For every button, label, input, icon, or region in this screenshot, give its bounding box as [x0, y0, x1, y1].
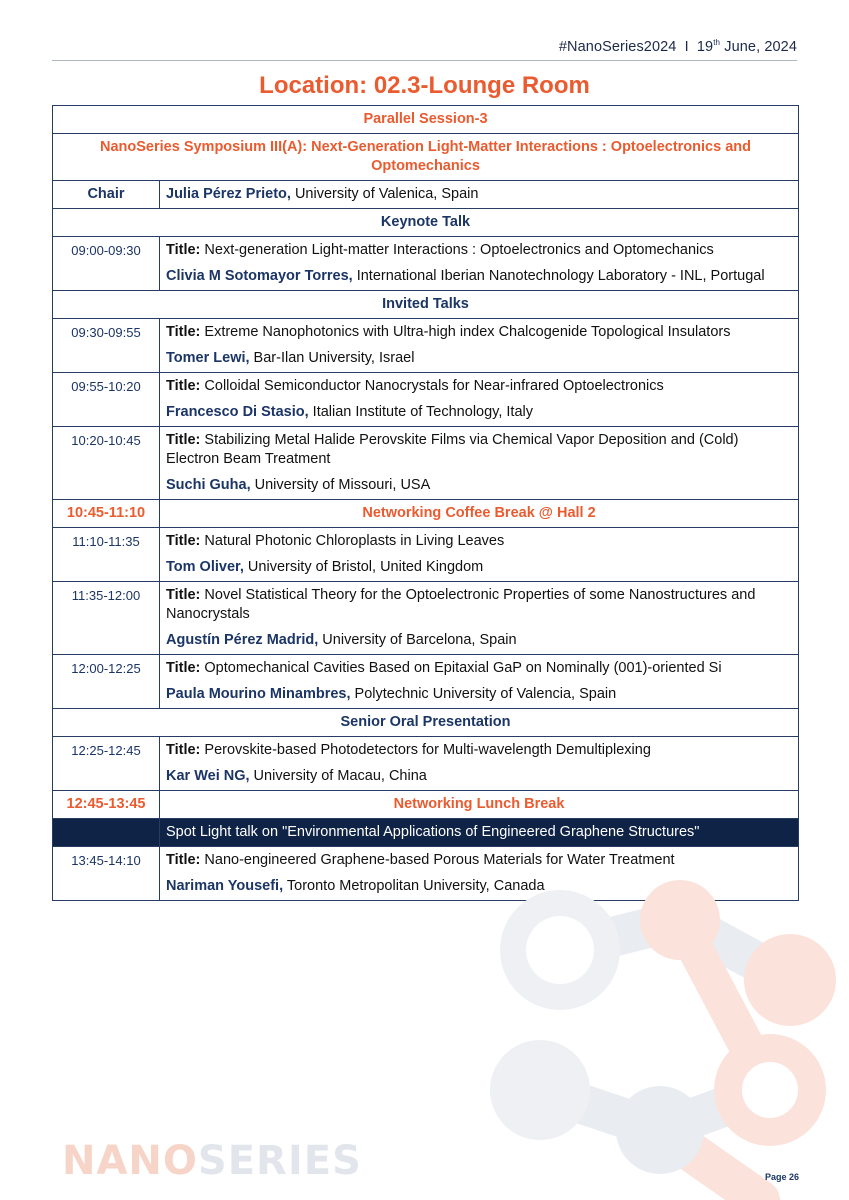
talk-time: 09:00-09:30: [53, 237, 160, 291]
talk-time: 13:45-14:10: [53, 847, 160, 901]
talk-time: 10:20-10:45: [53, 427, 160, 500]
spotlight-title: Spot Light talk on "Environmental Applications of Engineered Graphene Structures": [160, 819, 799, 847]
molecule-watermark-icon: [430, 860, 849, 1200]
logo-s-text: S: [197, 1138, 228, 1184]
break-label: Networking Coffee Break @ Hall 2: [160, 500, 799, 528]
speaker-affiliation: Polytechnic University of Valencia, Spain: [350, 686, 617, 702]
talk-time: 12:00-12:25: [53, 655, 160, 709]
speaker-affiliation: Toronto Metropolitan University, Canada: [283, 878, 545, 894]
session-name-row: [53, 106, 799, 134]
talk-title: Stabilizing Metal Halide Perovskite Films via Chemical Vapor Deposition and (Cold) Electron Beam Treatment: [166, 432, 739, 467]
chair-cell: [160, 181, 799, 209]
speaker-name: Clivia M Sotomayor Torres,: [166, 268, 353, 284]
talk-details: [160, 737, 799, 791]
title-prefix: Title:: [166, 432, 201, 448]
section-keynote: Keynote Talk: [53, 209, 799, 237]
speaker-affiliation: University of Bristol, United Kingdom: [243, 559, 484, 575]
talk-details: [160, 319, 799, 373]
chair-label: Chair: [53, 181, 160, 209]
speaker-name: Kar Wei NG,: [166, 768, 250, 784]
break-label: Networking Lunch Break: [160, 791, 799, 819]
talk-row: [53, 373, 799, 427]
talk-details: [160, 655, 799, 709]
title-prefix: Title:: [166, 533, 201, 549]
title-prefix: Title:: [166, 324, 201, 340]
talk-row: [53, 427, 799, 500]
speaker-name: Nariman Yousefi,: [166, 878, 284, 894]
speaker-affiliation: University of Macau, China: [249, 768, 427, 784]
event-date-day: 19: [696, 39, 714, 55]
header-separator: I: [684, 39, 689, 55]
event-date: [697, 39, 797, 55]
speaker-affiliation: University of Missouri, USA: [250, 477, 431, 493]
speaker-affiliation: University of Barcelona, Spain: [318, 632, 517, 648]
section-row-senior-oral: [53, 709, 799, 737]
speaker-name: Agustín Pérez Madrid,: [166, 632, 319, 648]
nanoseries-logo: [62, 1138, 362, 1184]
break-time: 10:45-11:10: [53, 500, 160, 528]
talk-title: Novel Statistical Theory for the Optoelectronic Properties of some Nanostructures and Nanocrystals: [166, 587, 756, 622]
chair-row: [53, 181, 799, 209]
talk-row: [53, 582, 799, 655]
section-senior-oral: Senior Oral Presentation: [53, 709, 799, 737]
talk-time: 11:10-11:35: [53, 528, 160, 582]
title-prefix: Title:: [166, 742, 201, 758]
speaker-name: Francesco Di Stasio,: [166, 404, 309, 420]
schedule-table: [52, 105, 799, 901]
page-header: [559, 38, 797, 55]
title-prefix: Title:: [166, 378, 201, 394]
symposium-title: NanoSeries Symposium III(A): Next-Generation Light-Matter Interactions : Optoelectronics and Optomechanics: [53, 134, 799, 181]
spotlight-time-cell: [53, 819, 160, 847]
break-time: 12:45-13:45: [53, 791, 160, 819]
talk-details: [160, 582, 799, 655]
talk-title: Next-generation Light-matter Interactions : Optoelectronics and Optomechanics: [200, 242, 714, 258]
talk-details: [160, 373, 799, 427]
header-divider: [52, 60, 797, 61]
event-hashtag: #NanoSeries2024: [558, 39, 677, 55]
section-invited: Invited Talks: [53, 291, 799, 319]
section-row-invited: [53, 291, 799, 319]
symposium-row: [53, 134, 799, 181]
talk-details: [160, 528, 799, 582]
title-prefix: Title:: [166, 660, 201, 676]
break-row: [53, 791, 799, 819]
talk-details: [160, 427, 799, 500]
talk-time: 09:30-09:55: [53, 319, 160, 373]
talk-time: 11:35-12:00: [53, 582, 160, 655]
talk-row: [53, 655, 799, 709]
speaker-name: Tomer Lewi,: [166, 350, 250, 366]
talk-row: [53, 528, 799, 582]
talk-time: 09:55-10:20: [53, 373, 160, 427]
section-row-keynote: [53, 209, 799, 237]
speaker-name: Tom Oliver,: [166, 559, 244, 575]
title-prefix: Title:: [166, 852, 201, 868]
location-title: Location: 02.3-Lounge Room: [259, 72, 590, 99]
talk-title: Extreme Nanophotonics with Ultra-high index Chalcogenide Topological Insulators: [200, 324, 731, 340]
speaker-name: Paula Mourino Minambres,: [166, 686, 351, 702]
logo-nano-text: NANO: [62, 1138, 198, 1184]
talk-time: 12:25-12:45: [53, 737, 160, 791]
chair-name: Julia Pérez Prieto,: [166, 186, 291, 202]
talk-row: [53, 737, 799, 791]
logo-eries-text: ERIES: [227, 1138, 362, 1184]
chair-affiliation: University of Valenica, Spain: [290, 186, 479, 202]
talk-title: Natural Photonic Chloroplasts in Living Leaves: [200, 533, 505, 549]
talk-title: Perovskite-based Photodetectors for Multi-wavelength Demultiplexing: [200, 742, 651, 758]
speaker-affiliation: International Iberian Nanotechnology Laboratory - INL, Portugal: [352, 268, 765, 284]
speaker-name: Suchi Guha,: [166, 477, 251, 493]
page-number: Page 26: [764, 1172, 799, 1182]
talk-title: Nano-engineered Graphene-based Porous Materials for Water Treatment: [200, 852, 675, 868]
talk-title: Optomechanical Cavities Based on Epitaxial GaP on Nominally (001)-oriented Si: [200, 660, 722, 676]
speaker-affiliation: Italian Institute of Technology, Italy: [308, 404, 533, 420]
event-date-rest: June, 2024: [720, 39, 797, 55]
talk-row: [53, 237, 799, 291]
talk-details: [160, 237, 799, 291]
event-date-suffix: th: [713, 38, 721, 47]
spotlight-row: [53, 819, 799, 847]
title-prefix: Title:: [166, 242, 201, 258]
break-row: [53, 500, 799, 528]
talk-row: [53, 319, 799, 373]
speaker-affiliation: Bar-Ilan University, Israel: [249, 350, 415, 366]
talk-title: Colloidal Semiconductor Nanocrystals for Near-infrared Optoelectronics: [200, 378, 664, 394]
title-prefix: Title:: [166, 587, 201, 603]
session-name: Parallel Session-3: [53, 106, 799, 134]
